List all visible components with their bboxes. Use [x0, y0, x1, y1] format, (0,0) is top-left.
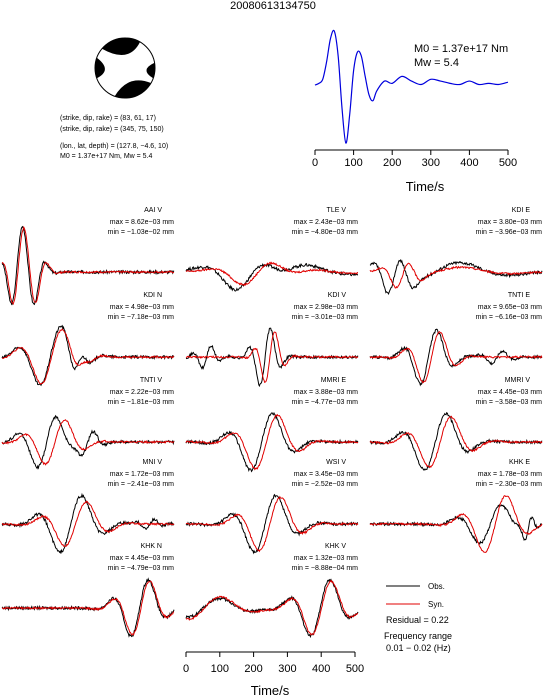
waveform-label: WSI V — [326, 459, 346, 466]
waveform-label: max = 1.32e−03 mm — [293, 555, 358, 562]
waveform-label: min = −4.77e−03 mm — [291, 399, 358, 406]
waveform-panel — [186, 543, 358, 637]
legend-freq-range: 0.01 − 0.02 (Hz) — [386, 643, 451, 653]
waveform-label: min = −3.58e−03 mm — [475, 399, 542, 406]
legend-syn-label: Syn. — [428, 600, 445, 609]
synthetic-trace — [370, 332, 542, 383]
mechanism-location: (lon., lat, depth) = (127.8, −4.6, 10) — [60, 143, 169, 150]
stf-tick-label: 200 — [383, 157, 402, 169]
waveform-label: KHK V — [324, 543, 346, 550]
waveform-label: KDI E — [511, 207, 530, 214]
waveform-label: MMRI V — [504, 377, 530, 384]
waveform-panel — [2, 207, 174, 305]
waveform-label: max = 1.72e−03 mm — [109, 471, 174, 478]
waveform-label: KHK N — [140, 543, 162, 550]
bottom-axis — [183, 652, 364, 698]
legend-obs-label: Obs. — [428, 582, 445, 591]
waveform-label: min = −3.96e−03 mm — [475, 229, 542, 236]
waveform-label: max = 2.98e−03 mm — [293, 304, 358, 311]
stf-mw-label: Mw = 5.4 — [414, 57, 459, 69]
waveform-label: min = −1.81e−03 mm — [107, 399, 174, 406]
waveform-label: max = 4.45e−03 mm — [109, 555, 174, 562]
bottom-tick-label: 300 — [278, 663, 297, 675]
bottom-tick-label: 100 — [210, 663, 229, 675]
waveform-label: min = −8.88e−04 mm — [291, 565, 358, 572]
stf-tick-label: 100 — [344, 157, 363, 169]
legend — [384, 582, 452, 653]
waveform-label: KHK E — [508, 459, 530, 466]
waveform-label: max = 2.22e−03 mm — [109, 389, 174, 396]
waveform-panels — [2, 207, 542, 637]
stf-tick-label: 300 — [421, 157, 440, 169]
stf-m0-label: M0 = 1.37e+17 Nm — [414, 43, 509, 55]
waveform-label: max = 2.43e−03 mm — [293, 219, 358, 226]
synthetic-trace — [370, 263, 542, 288]
waveform-panel — [186, 292, 358, 386]
waveform-label: TLE V — [326, 207, 346, 214]
waveform-label: MNI V — [142, 459, 162, 466]
waveform-panel — [370, 459, 542, 552]
waveform-label: min = −2.30e−03 mm — [475, 481, 542, 488]
waveform-label: KDI N — [143, 292, 162, 299]
waveform-label: min = −3.01e−03 mm — [291, 314, 358, 321]
bottom-tick-label: 0 — [182, 663, 190, 675]
waveform-label: min = −1.03e−02 mm — [107, 229, 174, 236]
waveform-panel — [370, 377, 542, 470]
waveform-panel — [186, 377, 358, 471]
waveform-label: max = 3.88e−03 mm — [293, 389, 358, 396]
waveform-panel — [2, 459, 174, 554]
waveform-label: min = −4.79e−03 mm — [107, 565, 174, 572]
waveform-label: KDI V — [327, 292, 346, 299]
stf-tick-label: 400 — [460, 157, 479, 169]
stf-xlabel: Time/s — [405, 179, 445, 194]
waveform-panel — [2, 543, 174, 637]
waveform-label: min = −2.52e−03 mm — [291, 481, 358, 488]
waveform-label: TNTI V — [139, 377, 162, 384]
legend-residual: Residual = 0.22 — [386, 615, 449, 625]
figure-title: 20080613134750 — [230, 0, 316, 12]
bottom-tick-label: 400 — [312, 663, 331, 675]
waveform-panel — [186, 459, 358, 553]
synthetic-trace — [186, 581, 358, 635]
waveform-label: AAI V — [144, 207, 162, 214]
waveform-label: min = −7.18e−03 mm — [107, 314, 174, 321]
observed-trace — [186, 580, 358, 637]
waveform-label: max = 1.78e−03 mm — [477, 471, 542, 478]
observed-trace — [186, 264, 358, 291]
synthetic-trace — [2, 420, 174, 465]
waveform-label: max = 4.98e−03 mm — [109, 304, 174, 311]
waveform-label: min = −6.16e−03 mm — [475, 314, 542, 321]
synthetic-trace — [2, 581, 174, 635]
waveform-panel — [370, 207, 542, 294]
waveform-label: TNTI E — [507, 292, 530, 299]
waveform-panel — [2, 377, 174, 468]
mechanism-plane2: (strike, dip, rake) = (345, 75, 150) — [60, 126, 164, 133]
waveform-panel — [370, 292, 542, 385]
waveform-label: max = 4.45e−03 mm — [477, 389, 542, 396]
bottom-tick-label: 500 — [345, 663, 365, 675]
synthetic-trace — [2, 501, 174, 546]
waveform-label: max = 8.62e−03 mm — [109, 219, 174, 226]
mechanism-plane1: (strike, dip, rake) = (83, 61, 17) — [60, 115, 156, 122]
synthetic-trace — [186, 332, 358, 382]
observed-trace — [370, 505, 542, 544]
waveform-panel — [2, 292, 174, 385]
waveform-label: max = 3.45e−03 mm — [293, 471, 358, 478]
waveform-label: max = 9.65e−03 mm — [477, 304, 542, 311]
stf-plot — [312, 30, 517, 194]
legend-freq-label: Frequency range — [384, 631, 453, 641]
stf-tick-label: 0 — [311, 157, 319, 169]
waveform-label: max = 3.80e−03 mm — [477, 219, 542, 226]
observed-trace — [370, 260, 542, 294]
waveform-panel — [186, 207, 358, 291]
bottom-tick-label: 200 — [244, 663, 263, 675]
beachball — [95, 38, 155, 98]
waveform-label: min = −2.41e−03 mm — [107, 481, 174, 488]
mechanism-moment: M0 = 1.37e+17 Nm, Mw = 5.4 — [60, 153, 153, 160]
bottom-xlabel: Time/s — [250, 683, 290, 698]
waveform-label: min = −4.80e−03 mm — [291, 229, 358, 236]
stf-tick-label: 500 — [498, 157, 518, 169]
waveform-label: MMRI E — [320, 377, 346, 384]
